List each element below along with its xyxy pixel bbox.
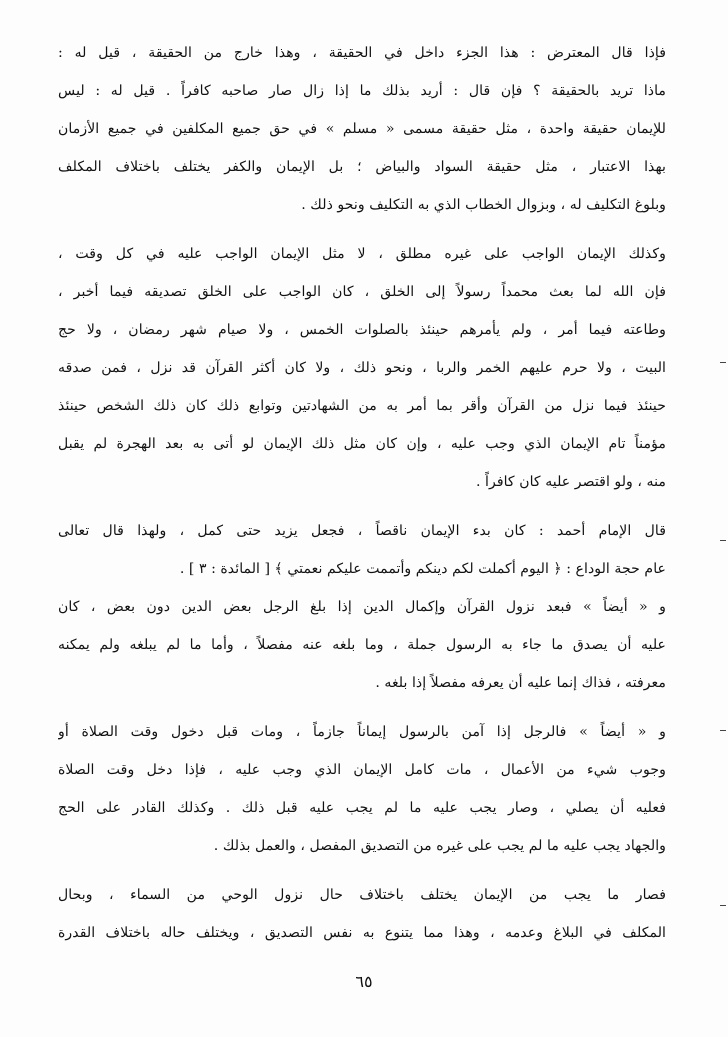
text-line: و « أيضاً » فبعد نزول القرآن وإكمال الدين إذا بلغ الرجل بعض الدين دون بعض ، كان	[58, 599, 666, 615]
text-line: حينئذ فيما نزل من القرآن وأقر بما أمر به من الشهادتين وتوابع ذلك كان ذلك الشخص حينئذ	[58, 398, 666, 414]
text-line: عليه أن يصدق ما جاء به الرسول جملة ، وما بلغه عنه مفصلاً ، وأما ما لم يبلغه ولم يمكنه	[58, 637, 666, 653]
page-number: ٦٥	[355, 972, 373, 991]
text-line: والجهاد يجب عليه ما لم يجب على غيره من التصديق المفصل ، والعمل بذلك .	[213, 838, 666, 854]
text-line: فصار ما يجب من الإيمان يختلف باختلاف حال نزول الوحي من السماء ، وبحال	[58, 887, 666, 903]
paragraph	[58, 512, 666, 588]
text-line: وكذلك الإيمان الواجب على غيره مطلق ، لا مثل الإيمان الواجب عليه في كل وقت ،	[58, 246, 666, 262]
paragraph	[58, 713, 666, 865]
page-body	[58, 34, 666, 952]
text-line: وطاعته فيما أمر ، ولم يأمرهم حينئذ بالصلوات الخمس ، ولا صيام شهر رمضان ، ولا حج	[58, 322, 666, 338]
paragraph	[58, 34, 666, 224]
text-line: قال الإمام أحمد : كان بدء الإيمان ناقصاً ، فجعل يزيد حتى كمل ، ولهذا قال تعالى	[58, 523, 666, 539]
text-line: و « أيضاً » فالرجل إذا آمن بالرسول إيماناً جازماً ، ومات قبل دخول وقت الصلاة أو	[58, 724, 666, 740]
paragraph	[58, 235, 666, 501]
scan-edge-mark	[720, 540, 726, 541]
text-line: فعليه أن يصلي ، وصار يجب عليه ما لم يجب عليه قبل ذلك . وكذلك القادر على الحج	[58, 800, 666, 816]
text-line: المكلف في البلاغ وعدمه ، وهذا مما يتنوع به نفس التصديق ، ويختلف حاله باختلاف القدرة	[58, 925, 666, 941]
text-line: فإذا قال المعترض : هذا الجزء داخل في الحقيقة ، وهذا خارج من الحقيقة ، قيل له :	[58, 45, 666, 61]
text-line: البيت ، ولا حرم عليهم الخمر والربا ، ونحو ذلك ، ولا كان أكثر القرآن قد نزل ، فمن صدقه	[58, 360, 666, 376]
paragraph	[58, 876, 666, 952]
text-line: ماذا تريد بالحقيقة ؟ فإن قال : أريد بذلك ما إذا زال صار صاحبه كافراً . قيل له : ليس	[58, 83, 666, 99]
text-line: فإن الله لما بعث محمداً رسولاً إلى الخلق ، كان الواجب على الخلق تصديقه فيما أخبر ،	[58, 284, 666, 300]
text-line: وجوب شيء من الأعمال ، مات كامل الإيمان الذي وجب عليه ، فإذا دخل وقت الصلاة	[58, 762, 666, 778]
text-line: مؤمناً تام الإيمان الذي وجب عليه ، وإن كان مثل ذلك الإيمان لو أتى به بعد الهجرة لم يقبل	[58, 436, 666, 452]
text-line: وبلوغ التكليف له ، وبزوال الخطاب الذي به التكليف ونحو ذلك .	[301, 197, 666, 213]
text-line: معرفته ، فذاك إنما عليه أن يعرفه مفصلاً إذا بلغه .	[375, 675, 666, 691]
paragraph	[58, 588, 666, 702]
scan-edge-mark	[720, 730, 726, 731]
text-line: للإيمان حقيقة واحدة ، مثل حقيقة مسمى « مسلم » في حق جميع المكلفين في جميع الأزمان	[58, 121, 666, 137]
scan-edge-mark	[720, 905, 726, 906]
text-line: عام حجة الوداع : ﴿ اليوم أكملت لكم دينكم وأتممت عليكم نعمتي ﴾ [ المائدة : ٣ ] .	[179, 561, 666, 577]
text-line: منه ، ولو اقتصر عليه كان كافراً .	[476, 474, 666, 490]
text-line: بهذا الاعتبار ، مثل حقيقة السواد والبياض ؛ بل الإيمان والكفر يختلف باختلاف المكلف	[58, 159, 666, 175]
scan-edge-mark	[720, 362, 726, 363]
